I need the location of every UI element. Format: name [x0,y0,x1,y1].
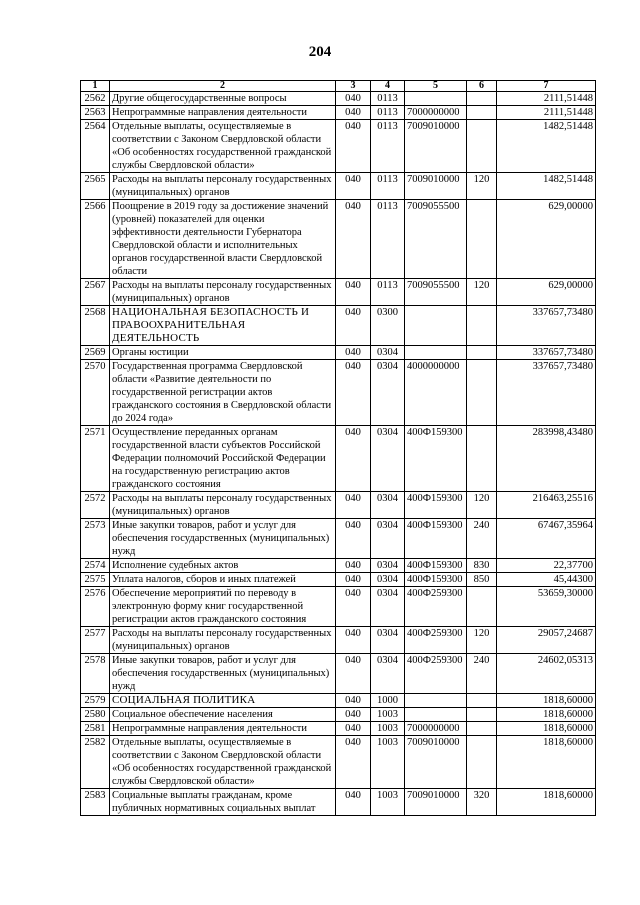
target-code-cell: 400Ф259300 [405,627,467,654]
budget-table [80,80,596,816]
section-code-cell: 0304 [371,627,405,654]
table-row [81,306,596,346]
target-code-cell: 400Ф159300 [405,519,467,559]
expense-type-cell: 830 [467,559,497,573]
expense-type-cell: 320 [467,789,497,816]
amount-cell: 337657,73480 [497,306,596,346]
target-code-cell: 7009010000 [405,789,467,816]
department-code-cell: 040 [336,587,371,627]
row-number-cell: 2579 [81,694,110,708]
department-code-cell: 040 [336,360,371,426]
table-row [81,279,596,306]
department-code-cell: 040 [336,200,371,279]
table-row [81,694,596,708]
section-code-cell: 0304 [371,360,405,426]
expense-type-cell [467,92,497,106]
section-code-cell: 1000 [371,694,405,708]
table-row [81,200,596,279]
department-code-cell: 040 [336,426,371,492]
table-row [81,789,596,816]
expense-type-cell [467,736,497,789]
section-code-cell: 0113 [371,120,405,173]
item-name-cell: Отдельные выплаты, осуществляемые в соответствии с Законом Свердловской области «Об особенностях государственной гражданской службы Свердловской области» [110,120,336,173]
item-name-cell: СОЦИАЛЬНАЯ ПОЛИТИКА [110,694,336,708]
section-code-cell: 0113 [371,200,405,279]
amount-cell: 67467,35964 [497,519,596,559]
amount-cell: 337657,73480 [497,346,596,360]
table-row [81,346,596,360]
section-code-cell: 0304 [371,426,405,492]
target-code-cell: 400Ф159300 [405,559,467,573]
table-row [81,173,596,200]
amount-cell: 22,37700 [497,559,596,573]
row-number-cell: 2567 [81,279,110,306]
row-number-cell: 2583 [81,789,110,816]
row-number-cell: 2565 [81,173,110,200]
row-number-cell: 2572 [81,492,110,519]
amount-cell: 1818,60000 [497,694,596,708]
department-code-cell: 040 [336,173,371,200]
department-code-cell: 040 [336,120,371,173]
section-code-cell: 1003 [371,722,405,736]
expense-type-cell [467,708,497,722]
table-row [81,120,596,173]
target-code-cell: 7009010000 [405,120,467,173]
row-number-cell: 2580 [81,708,110,722]
expense-type-cell [467,722,497,736]
row-number-cell: 2563 [81,106,110,120]
row-number-cell: 2562 [81,92,110,106]
department-code-cell: 040 [336,279,371,306]
section-code-cell: 1003 [371,736,405,789]
expense-type-cell [467,426,497,492]
target-code-cell: 400Ф159300 [405,573,467,587]
target-code-cell: 7009010000 [405,173,467,200]
department-code-cell: 040 [336,654,371,694]
table-row [81,360,596,426]
table-row [81,736,596,789]
expense-type-cell [467,346,497,360]
target-code-cell: 400Ф159300 [405,492,467,519]
target-code-cell: 7009055500 [405,200,467,279]
header-col-2: 2 [110,81,336,92]
amount-cell: 24602,05313 [497,654,596,694]
section-code-cell: 0300 [371,306,405,346]
header-col-6: 6 [467,81,497,92]
expense-type-cell: 120 [467,279,497,306]
amount-cell: 1818,60000 [497,736,596,789]
row-number-cell: 2564 [81,120,110,173]
expense-type-cell [467,360,497,426]
expense-type-cell: 120 [467,627,497,654]
table-body [81,92,596,816]
expense-type-cell: 120 [467,173,497,200]
item-name-cell: Уплата налогов, сборов и иных платежей [110,573,336,587]
amount-cell: 337657,73480 [497,360,596,426]
row-number-cell: 2571 [81,426,110,492]
table-row [81,559,596,573]
item-name-cell: Расходы на выплаты персоналу государственных (муниципальных) органов [110,173,336,200]
item-name-cell: Иные закупки товаров, работ и услуг для обеспечения государственных (муниципальных) нужд [110,654,336,694]
department-code-cell: 040 [336,708,371,722]
row-number-cell: 2581 [81,722,110,736]
expense-type-cell [467,200,497,279]
table-row [81,708,596,722]
section-code-cell: 0304 [371,573,405,587]
item-name-cell: Поощрение в 2019 году за достижение значений (уровней) показателей для оценки эффективности деятельности Губернатора Свердловской области и исполнительных органов государственной власти Свердловской области [110,200,336,279]
row-number-cell: 2569 [81,346,110,360]
section-code-cell: 0304 [371,346,405,360]
amount-cell: 29057,24687 [497,627,596,654]
item-name-cell: Расходы на выплаты персоналу государственных (муниципальных) органов [110,279,336,306]
target-code-cell: 7009055500 [405,279,467,306]
section-code-cell: 0113 [371,173,405,200]
row-number-cell: 2578 [81,654,110,694]
department-code-cell: 040 [336,789,371,816]
header-col-5: 5 [405,81,467,92]
expense-type-cell: 240 [467,519,497,559]
department-code-cell: 040 [336,722,371,736]
expense-type-cell [467,694,497,708]
expense-type-cell: 120 [467,492,497,519]
department-code-cell: 040 [336,694,371,708]
table-row [81,587,596,627]
department-code-cell: 040 [336,306,371,346]
table-row [81,722,596,736]
header-col-1: 1 [81,81,110,92]
expense-type-cell [467,587,497,627]
target-code-cell: 400Ф259300 [405,654,467,694]
item-name-cell: Обеспечение мероприятий по переводу в электронную форму книг государственной регистрации актов гражданского состояния [110,587,336,627]
target-code-cell: 7000000000 [405,106,467,120]
row-number-cell: 2566 [81,200,110,279]
target-code-cell [405,708,467,722]
row-number-cell: 2575 [81,573,110,587]
section-code-cell: 0113 [371,106,405,120]
row-number-cell: 2576 [81,587,110,627]
department-code-cell: 040 [336,736,371,789]
department-code-cell: 040 [336,92,371,106]
target-code-cell: 4000000000 [405,360,467,426]
amount-cell: 629,00000 [497,200,596,279]
amount-cell: 283998,43480 [497,426,596,492]
table-row [81,106,596,120]
item-name-cell: Расходы на выплаты персоналу государственных (муниципальных) органов [110,492,336,519]
section-code-cell: 0304 [371,654,405,694]
department-code-cell: 040 [336,573,371,587]
section-code-cell: 0304 [371,519,405,559]
row-number-cell: 2577 [81,627,110,654]
table-row [81,426,596,492]
header-col-7: 7 [497,81,596,92]
expense-type-cell: 850 [467,573,497,587]
amount-cell: 1482,51448 [497,173,596,200]
department-code-cell: 040 [336,519,371,559]
target-code-cell [405,694,467,708]
section-code-cell: 1003 [371,789,405,816]
target-code-cell [405,306,467,346]
department-code-cell: 040 [336,492,371,519]
table-header-row [81,81,596,92]
item-name-cell: Непрограммные направления деятельности [110,106,336,120]
item-name-cell: Осуществление переданных органам государственной власти субъектов Российской Федерации полномочий Российской Федерации на государственную регистрацию актов гражданского состояния [110,426,336,492]
table-row [81,492,596,519]
amount-cell: 216463,25516 [497,492,596,519]
amount-cell: 2111,51448 [497,92,596,106]
expense-type-cell: 240 [467,654,497,694]
item-name-cell: Государственная программа Свердловской области «Развитие деятельности по государственной регистрации актов гражданского состояния в Свердловской области до 2024 года» [110,360,336,426]
department-code-cell: 040 [336,106,371,120]
table-row [81,627,596,654]
amount-cell: 1818,60000 [497,722,596,736]
section-code-cell: 0304 [371,559,405,573]
expense-type-cell [467,306,497,346]
amount-cell: 2111,51448 [497,106,596,120]
section-code-cell: 1003 [371,708,405,722]
table-row [81,654,596,694]
item-name-cell: Другие общегосударственные вопросы [110,92,336,106]
target-code-cell: 7009010000 [405,736,467,789]
item-name-cell: Иные закупки товаров, работ и услуг для обеспечения государственных (муниципальных) нужд [110,519,336,559]
row-number-cell: 2573 [81,519,110,559]
row-number-cell: 2570 [81,360,110,426]
item-name-cell: Социальные выплаты гражданам, кроме публичных нормативных социальных выплат [110,789,336,816]
amount-cell: 1482,51448 [497,120,596,173]
section-code-cell: 0113 [371,279,405,306]
row-number-cell: 2582 [81,736,110,789]
item-name-cell: Расходы на выплаты персоналу государственных (муниципальных) органов [110,627,336,654]
amount-cell: 53659,30000 [497,587,596,627]
department-code-cell: 040 [336,627,371,654]
row-number-cell: 2568 [81,306,110,346]
table-row [81,519,596,559]
department-code-cell: 040 [336,559,371,573]
expense-type-cell [467,120,497,173]
target-code-cell [405,92,467,106]
header-col-3: 3 [336,81,371,92]
expense-type-cell [467,106,497,120]
section-code-cell: 0304 [371,492,405,519]
amount-cell: 1818,60000 [497,789,596,816]
section-code-cell: 0304 [371,587,405,627]
target-code-cell: 400Ф159300 [405,426,467,492]
page-number: 204 [308,44,332,60]
table-row [81,573,596,587]
item-name-cell: Исполнение судебных актов [110,559,336,573]
target-code-cell [405,346,467,360]
item-name-cell: НАЦИОНАЛЬНАЯ БЕЗОПАСНОСТЬ И ПРАВООХРАНИТЕЛЬНАЯ ДЕЯТЕЛЬНОСТЬ [110,306,336,346]
amount-cell: 45,44300 [497,573,596,587]
item-name-cell: Отдельные выплаты, осуществляемые в соответствии с Законом Свердловской области «Об особенностях государственной гражданской службы Свердловской области» [110,736,336,789]
row-number-cell: 2574 [81,559,110,573]
target-code-cell: 7000000000 [405,722,467,736]
item-name-cell: Непрограммные направления деятельности [110,722,336,736]
item-name-cell: Социальное обеспечение населения [110,708,336,722]
table-row [81,92,596,106]
amount-cell: 629,00000 [497,279,596,306]
header-col-4: 4 [371,81,405,92]
department-code-cell: 040 [336,346,371,360]
target-code-cell: 400Ф259300 [405,587,467,627]
amount-cell: 1818,60000 [497,708,596,722]
item-name-cell: Органы юстиции [110,346,336,360]
section-code-cell: 0113 [371,92,405,106]
